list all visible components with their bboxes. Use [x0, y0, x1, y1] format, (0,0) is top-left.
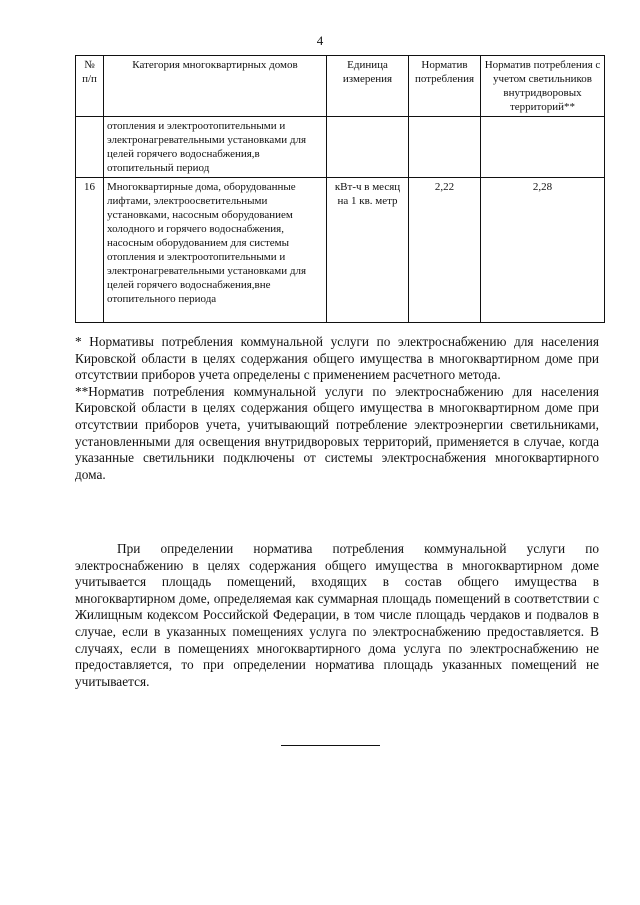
footnotes [75, 334, 599, 483]
footnote-single-asterisk: * Нормативы потребления коммунальной услуги по электроснабжению для населения Кировской области в целях содержания общего имущества в многоквартирном доме при отсутствии приборов учета определены с применением расчетного метода. [75, 334, 599, 383]
cell-category: Многоквартирные дома, оборудованные лифтами, электроосветительными установками, насосным оборудованием холодного и горячего водоснабжения, насосным оборудованием для системы отопления и электроотопительными и электронагревательными установками для целей горячего водоснабжения,вне отопительного периода [104, 178, 327, 323]
cell-norm [409, 117, 481, 178]
table-row [76, 117, 605, 178]
table-header-row [76, 56, 605, 117]
footnote-double-asterisk: **Норматив потребления коммунальной услуги по электроснабжению для населения Кировской области в целях содержания общего имущества в многоквартирном доме при отсутствии приборов учета, учитывающий потребление электроэнергии светильниками, установленными для освещения внутридворовых территорий, применяется в случае, когда указанные светильники подключены от системы электроснабжения многоквартирного дома. [75, 383, 599, 482]
header-unit: Единица измерения [327, 56, 409, 117]
norms-table [75, 55, 605, 323]
body-paragraph: При определении норматива потребления коммунальной услуги по электроснабжению в целях содержания общего имущества в многоквартирном доме учитывается площадь помещений, входящих в состав общего имущества в многоквартирном доме, определяемая как суммарная площадь помещений в соответствии с Жилищным кодексом Российской Федерации, в том числе площадь чердаков и подвалов в случае, если в указанных помещениях услуга по электроснабжению предоставляется. В случаях, если в помещениях многоквартирного дома услуга по электроснабжению не предоставляется, то при определении норматива площадь указанных помещений не учитывается. [75, 541, 599, 689]
cell-norm-with-lights: 2,28 [481, 178, 605, 323]
cell-unit [327, 117, 409, 178]
header-number: № п/п [76, 56, 104, 117]
cell-number: 16 [76, 178, 104, 323]
cell-norm: 2,22 [409, 178, 481, 323]
header-norm-with-lights: Норматив потребления с учетом светильников внутридворовых территорий** [481, 56, 605, 117]
end-divider [281, 745, 380, 746]
page-number: 4 [316, 33, 324, 48]
cell-category: отопления и электроотопительными и электронагревательными установками для целей горячего водоснабжения,в отопительный период [104, 117, 327, 178]
header-category: Категория многоквартирных домов [104, 56, 327, 117]
header-norm: Норматив потребления [409, 56, 481, 117]
cell-norm-with-lights [481, 117, 605, 178]
cell-number [76, 117, 104, 178]
table-row [76, 178, 605, 323]
cell-unit: кВт-ч в месяц на 1 кв. метр [327, 178, 409, 323]
